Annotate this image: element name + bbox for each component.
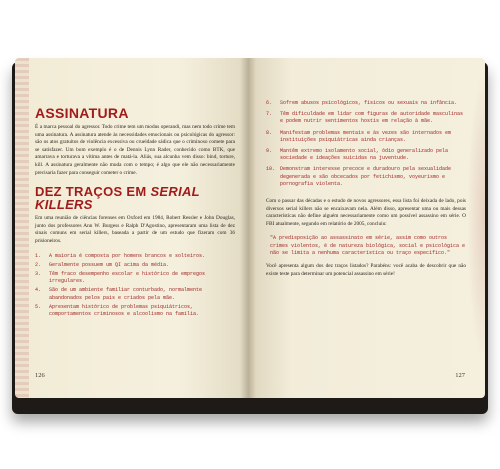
list-item bbox=[35, 287, 235, 301]
list-item-text: Sofrem abusos psicológicos, físicos ou sexuais na infância. bbox=[280, 100, 458, 106]
page-edge-decoration bbox=[15, 58, 29, 398]
fbi-quote: "A predisposição ao assassinato em série, assim como outros crimes violentos, é de natureza biológica, social e psicológica e não se limita a nenhuma característica ou traço específico." bbox=[270, 235, 466, 256]
list-item-text: Geralmente possuem um QI acima da média. bbox=[49, 261, 170, 268]
list-item-text: Mantêm extremo isolamento social, ódio generalizado pela sociedade e ideações suicidas na juventude. bbox=[280, 148, 449, 162]
list-item bbox=[35, 271, 235, 285]
list-item-number: 4. bbox=[35, 287, 42, 294]
list-item-text: Têm dificuldade em lidar com figuras de autoridade masculinas e podem nutrir sentimentos hostis em relação à mãe. bbox=[280, 111, 464, 125]
paragraph-closing: Você apresenta algum dos dez traços listados? Parabéns: você acaba de descobrir que não existe teste para determinar um potencial assassino em série! bbox=[266, 263, 466, 277]
list-item-number: 6. bbox=[266, 100, 273, 106]
list-item-number: 3. bbox=[35, 270, 42, 277]
list-item-text: São de um ambiente familiar conturbado, normalmente abandonados pelos pais e criados pela mãe. bbox=[49, 287, 203, 301]
list-item bbox=[35, 304, 235, 318]
right-page-content bbox=[266, 100, 466, 278]
page-number-right: 127 bbox=[455, 372, 465, 379]
list-item-number: 10. bbox=[266, 166, 276, 173]
list-item-text: Demonstram interesse precoce e duradouro pela sexualidade degenerada e são obcecados por fetichismo, voyeurismo e pornografia violenta. bbox=[280, 166, 452, 187]
list-item-number: 7. bbox=[266, 111, 273, 118]
list-item bbox=[35, 262, 235, 269]
list-item-number: 8. bbox=[266, 129, 273, 136]
heading-dez-prefix: DEZ TRAÇOS EM bbox=[35, 184, 151, 200]
heading-assinatura: ASSINATURA bbox=[35, 105, 129, 121]
list-item bbox=[266, 130, 466, 144]
list-item-number: 2. bbox=[35, 261, 42, 268]
list-item-number: 5. bbox=[35, 303, 42, 310]
list-item-number: 1. bbox=[35, 252, 42, 259]
list-item-text: Manifestam problemas mentais e às vezes são internados em instituições psiquiátricas ainda crianças. bbox=[280, 129, 452, 143]
book-gutter bbox=[240, 58, 256, 398]
heading-dez-italic: SERIAL KILLERS bbox=[35, 184, 200, 213]
list-item-number: 9. bbox=[266, 148, 273, 155]
list-item bbox=[266, 166, 466, 188]
right-page bbox=[248, 58, 485, 398]
traits-list-right bbox=[266, 100, 466, 188]
list-item bbox=[266, 148, 466, 162]
traits-list-left bbox=[35, 253, 235, 319]
paragraph-dez-tracos: Em uma reunião de ciências forenses em Oxford em 1984, Robert Ressler e John Douglas, junto dos professores Ann W. Burgess e Ralph D'Agostino, apresentaram uma lista de dez sinais comuns em serial killers, baseada a partir de um estudo que fizeram com 36 prisioneiros. bbox=[35, 215, 235, 244]
list-item-text: Apresentam histórico de problemas psiquiátricos, comportamentos criminosos e alcoolismo na família. bbox=[49, 303, 200, 317]
heading-dez-tracos bbox=[35, 185, 235, 211]
paragraph-assinatura: É a marca pessoal do agressor. Todo crime tem um modus operandi, mas nem todo crime tem uma assinatura. A assinatura atende às necessidades emocionais ou psicológicas do agressor: são os atos gratuitos de violência excessiva ou crueldade sádica que o criminoso comete para se satisfazer. Um bom exemplo é o de Dennis Lynn Rader, conhecido como BTK, que amarrava e torturava a vítima antes de matá-la. Aliás, sua alcunha vem disso: bind, torture, kill. A assinatura geralmente não muda com o tempo; é algo que ele não necessariamente precisaria fazer para conseguir cometer o crime. bbox=[35, 124, 235, 176]
page-number-left: 126 bbox=[35, 372, 45, 379]
list-item-text: A maioria é composta por homens brancos e solteiros. bbox=[49, 252, 206, 259]
left-page-content bbox=[35, 106, 235, 320]
paragraph-fbi-intro: Com o passar das décadas e o estudo de novos agressores, essa lista foi deixada de lado, pois diversos serial killers não se encaixavam nela. Além disso, apresentar uma ou mais dessas características não define alguém necessariamente como um possível assassino em série. O FBI atualmente, segundo em relatório de 2005, concluiu: bbox=[266, 198, 466, 227]
list-item-text: Têm fraco desempenho escolar e histórico de empregos irregulares. bbox=[49, 270, 206, 285]
list-item bbox=[266, 111, 466, 125]
list-item bbox=[266, 100, 466, 107]
left-page bbox=[15, 58, 248, 398]
list-item bbox=[35, 253, 235, 260]
page-edge-decoration bbox=[467, 68, 485, 368]
